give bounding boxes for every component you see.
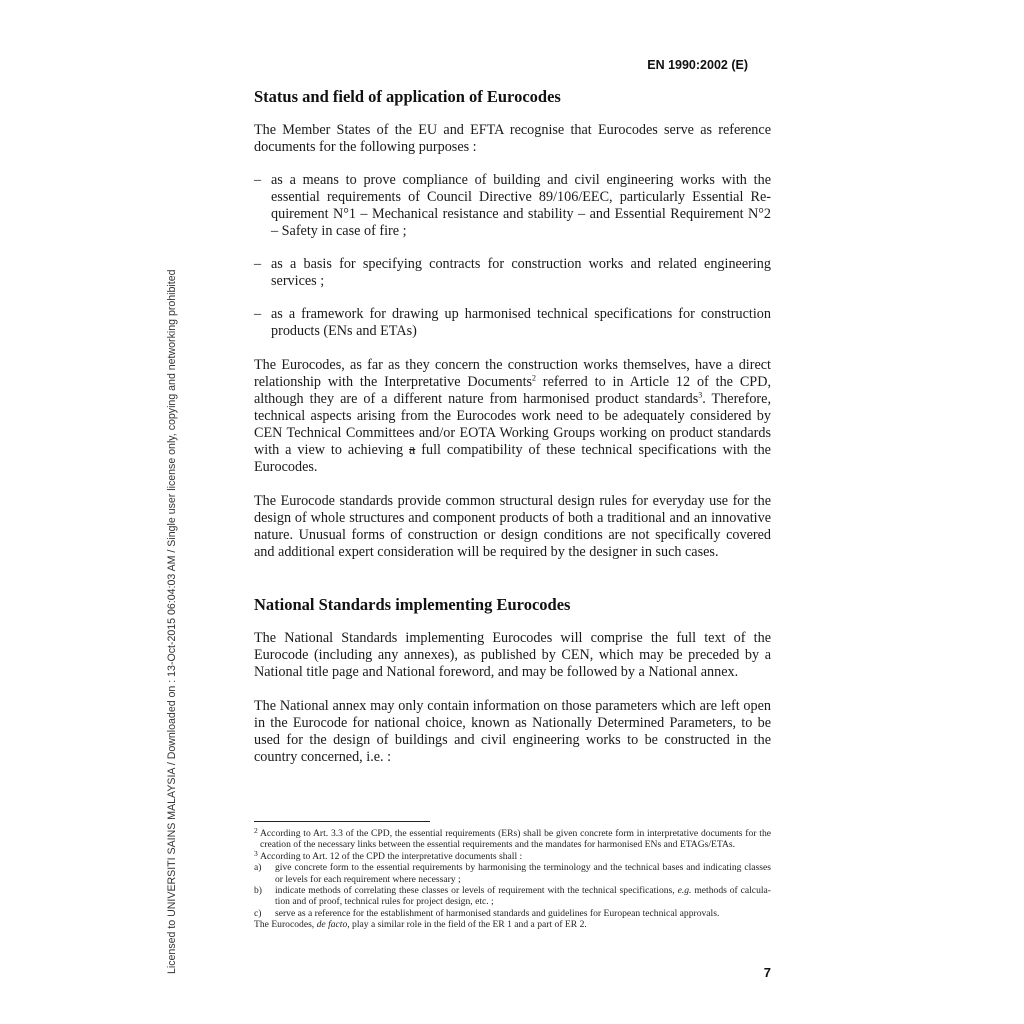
text-run: referred to in Article 12 of the CPD, although they are of a different nature from harmonised product standards bbox=[254, 374, 771, 407]
footnote-item-text: give concrete form to the essential requirements by harmonising the terminology and the technical bases and indicating classes or levels for each requirement where necessary ; bbox=[275, 862, 771, 885]
purposes-list bbox=[254, 172, 771, 340]
footnote-closing bbox=[254, 919, 771, 930]
footnote-list-item bbox=[254, 862, 771, 885]
footnote-separator bbox=[254, 821, 430, 822]
paragraph-interpretative-documents bbox=[254, 357, 771, 476]
text-run: methods of calculation and of proof, technical rules for project design, etc. ; bbox=[275, 885, 771, 908]
text-run: . Therefore, technical aspects arising from the Eurocodes work need to be adequately considered by CEN Technical Committees and/or EOTA Working Groups working on product standards with a view to achieving bbox=[254, 391, 771, 458]
footnote-list-item bbox=[254, 908, 771, 919]
struck-text: a bbox=[409, 442, 416, 458]
dash-bullet: – bbox=[254, 256, 262, 272]
text-run: , play a similar role in the field of the ER 1 and a part of ER 2. bbox=[347, 919, 587, 931]
license-notice: Licensed to UNIVERSITI SAINS MALAYSIA / Downloaded on : 13-Oct-2015 06:04:03 AM / Single user license only, copying and networking prohibited bbox=[166, 269, 178, 974]
main-content bbox=[254, 86, 771, 766]
paragraph-national-standards: The National Standards implementing Eurocodes will comprise the full text of the Eurocode (including any annexes), as published by CEN, which may be preceded by a National title page and National foreword, and may be followed by a National annex. bbox=[254, 630, 771, 680]
footnotes bbox=[254, 828, 771, 931]
footnote-ref-3[interactable]: 3 bbox=[698, 390, 703, 400]
footnote-list-item bbox=[254, 885, 771, 908]
paragraph-national-annex: The National annex may only contain information on those parameters which are left open in the Eurocode for national choice, known as Nationally Determined Parameters, to be used for the design of buildings and civil engineering works to be constructed in the country concerned, i.e. : bbox=[254, 698, 771, 765]
italic-text: e.g. bbox=[677, 885, 692, 897]
footnote-item-text bbox=[275, 885, 771, 907]
list-label: a) bbox=[254, 862, 262, 874]
list-item bbox=[254, 256, 771, 290]
footnote-text: According to Art. 12 of the CPD the interpretative documents shall : bbox=[260, 850, 523, 862]
text-run: The Eurocodes, as far as they concern the construction works themselves, have a direct relationship with the Interpretative Documents bbox=[254, 357, 771, 390]
list-item-text: as a means to prove compliance of building and civil engineering works with the essential requirements of Council Directive 89/106/EEC, particularly Essential Requirement N°1 – Mechanical resistance and stability – and Essential Requirement N°2 – Safety in case of fire ; bbox=[271, 172, 771, 239]
footnote-mark: 3 bbox=[254, 848, 258, 858]
footnote-3 bbox=[254, 848, 771, 862]
italic-text: de facto bbox=[316, 919, 348, 931]
list-label: c) bbox=[254, 907, 262, 919]
dash-bullet: – bbox=[254, 172, 262, 188]
footnote-ref-2[interactable]: 2 bbox=[532, 373, 537, 383]
page-number: 7 bbox=[763, 965, 771, 980]
footnote-item-text: serve as a reference for the establishment of harmonised standards and guidelines for European technical approvals. bbox=[275, 907, 720, 919]
footnote-mark: 2 bbox=[254, 826, 258, 835]
list-label: b) bbox=[254, 885, 262, 897]
list-item-text: as a framework for drawing up harmonised technical specifications for construction products (ENs and ETAs) bbox=[271, 306, 771, 339]
section-title-national-standards: National Standards implementing Eurocodes bbox=[254, 595, 571, 614]
paragraph-intro: The Member States of the EU and EFTA recognise that Eurocodes serve as reference documents for the following purposes : bbox=[254, 122, 771, 155]
dash-bullet: – bbox=[254, 306, 262, 322]
footnote-2 bbox=[254, 828, 771, 851]
list-item bbox=[254, 306, 771, 340]
paragraph-design-rules: The Eurocode standards provide common structural design rules for everyday use for the design of whole structures and component products of both a traditional and an innovative nature. Unusual forms of construction or design conditions are not specifically covered and additional expert consideration will be required by the designer in such cases. bbox=[254, 493, 771, 560]
section-title-status: Status and field of application of Eurocodes bbox=[254, 87, 561, 106]
text-run: indicate methods of correlating these classes or levels of requirement with the technical specifications, bbox=[275, 885, 678, 897]
document-reference: EN 1990:2002 (E) bbox=[647, 58, 748, 72]
footnote-text: According to Art. 3.3 of the CPD, the essential requirements (ERs) shall be given concrete form in interpretative documents for the creation of the necessary links between the essential requirements and the mandates for harmonised ENs and ETAGs/ETAs. bbox=[260, 828, 771, 851]
list-item bbox=[254, 172, 771, 240]
text-run: The Eurocodes, bbox=[254, 919, 317, 931]
text-run: full compatibility of these technical specifications with the Eurocodes. bbox=[254, 442, 771, 475]
list-item-text: as a basis for specifying contracts for construction works and related engineering services ; bbox=[271, 256, 771, 289]
